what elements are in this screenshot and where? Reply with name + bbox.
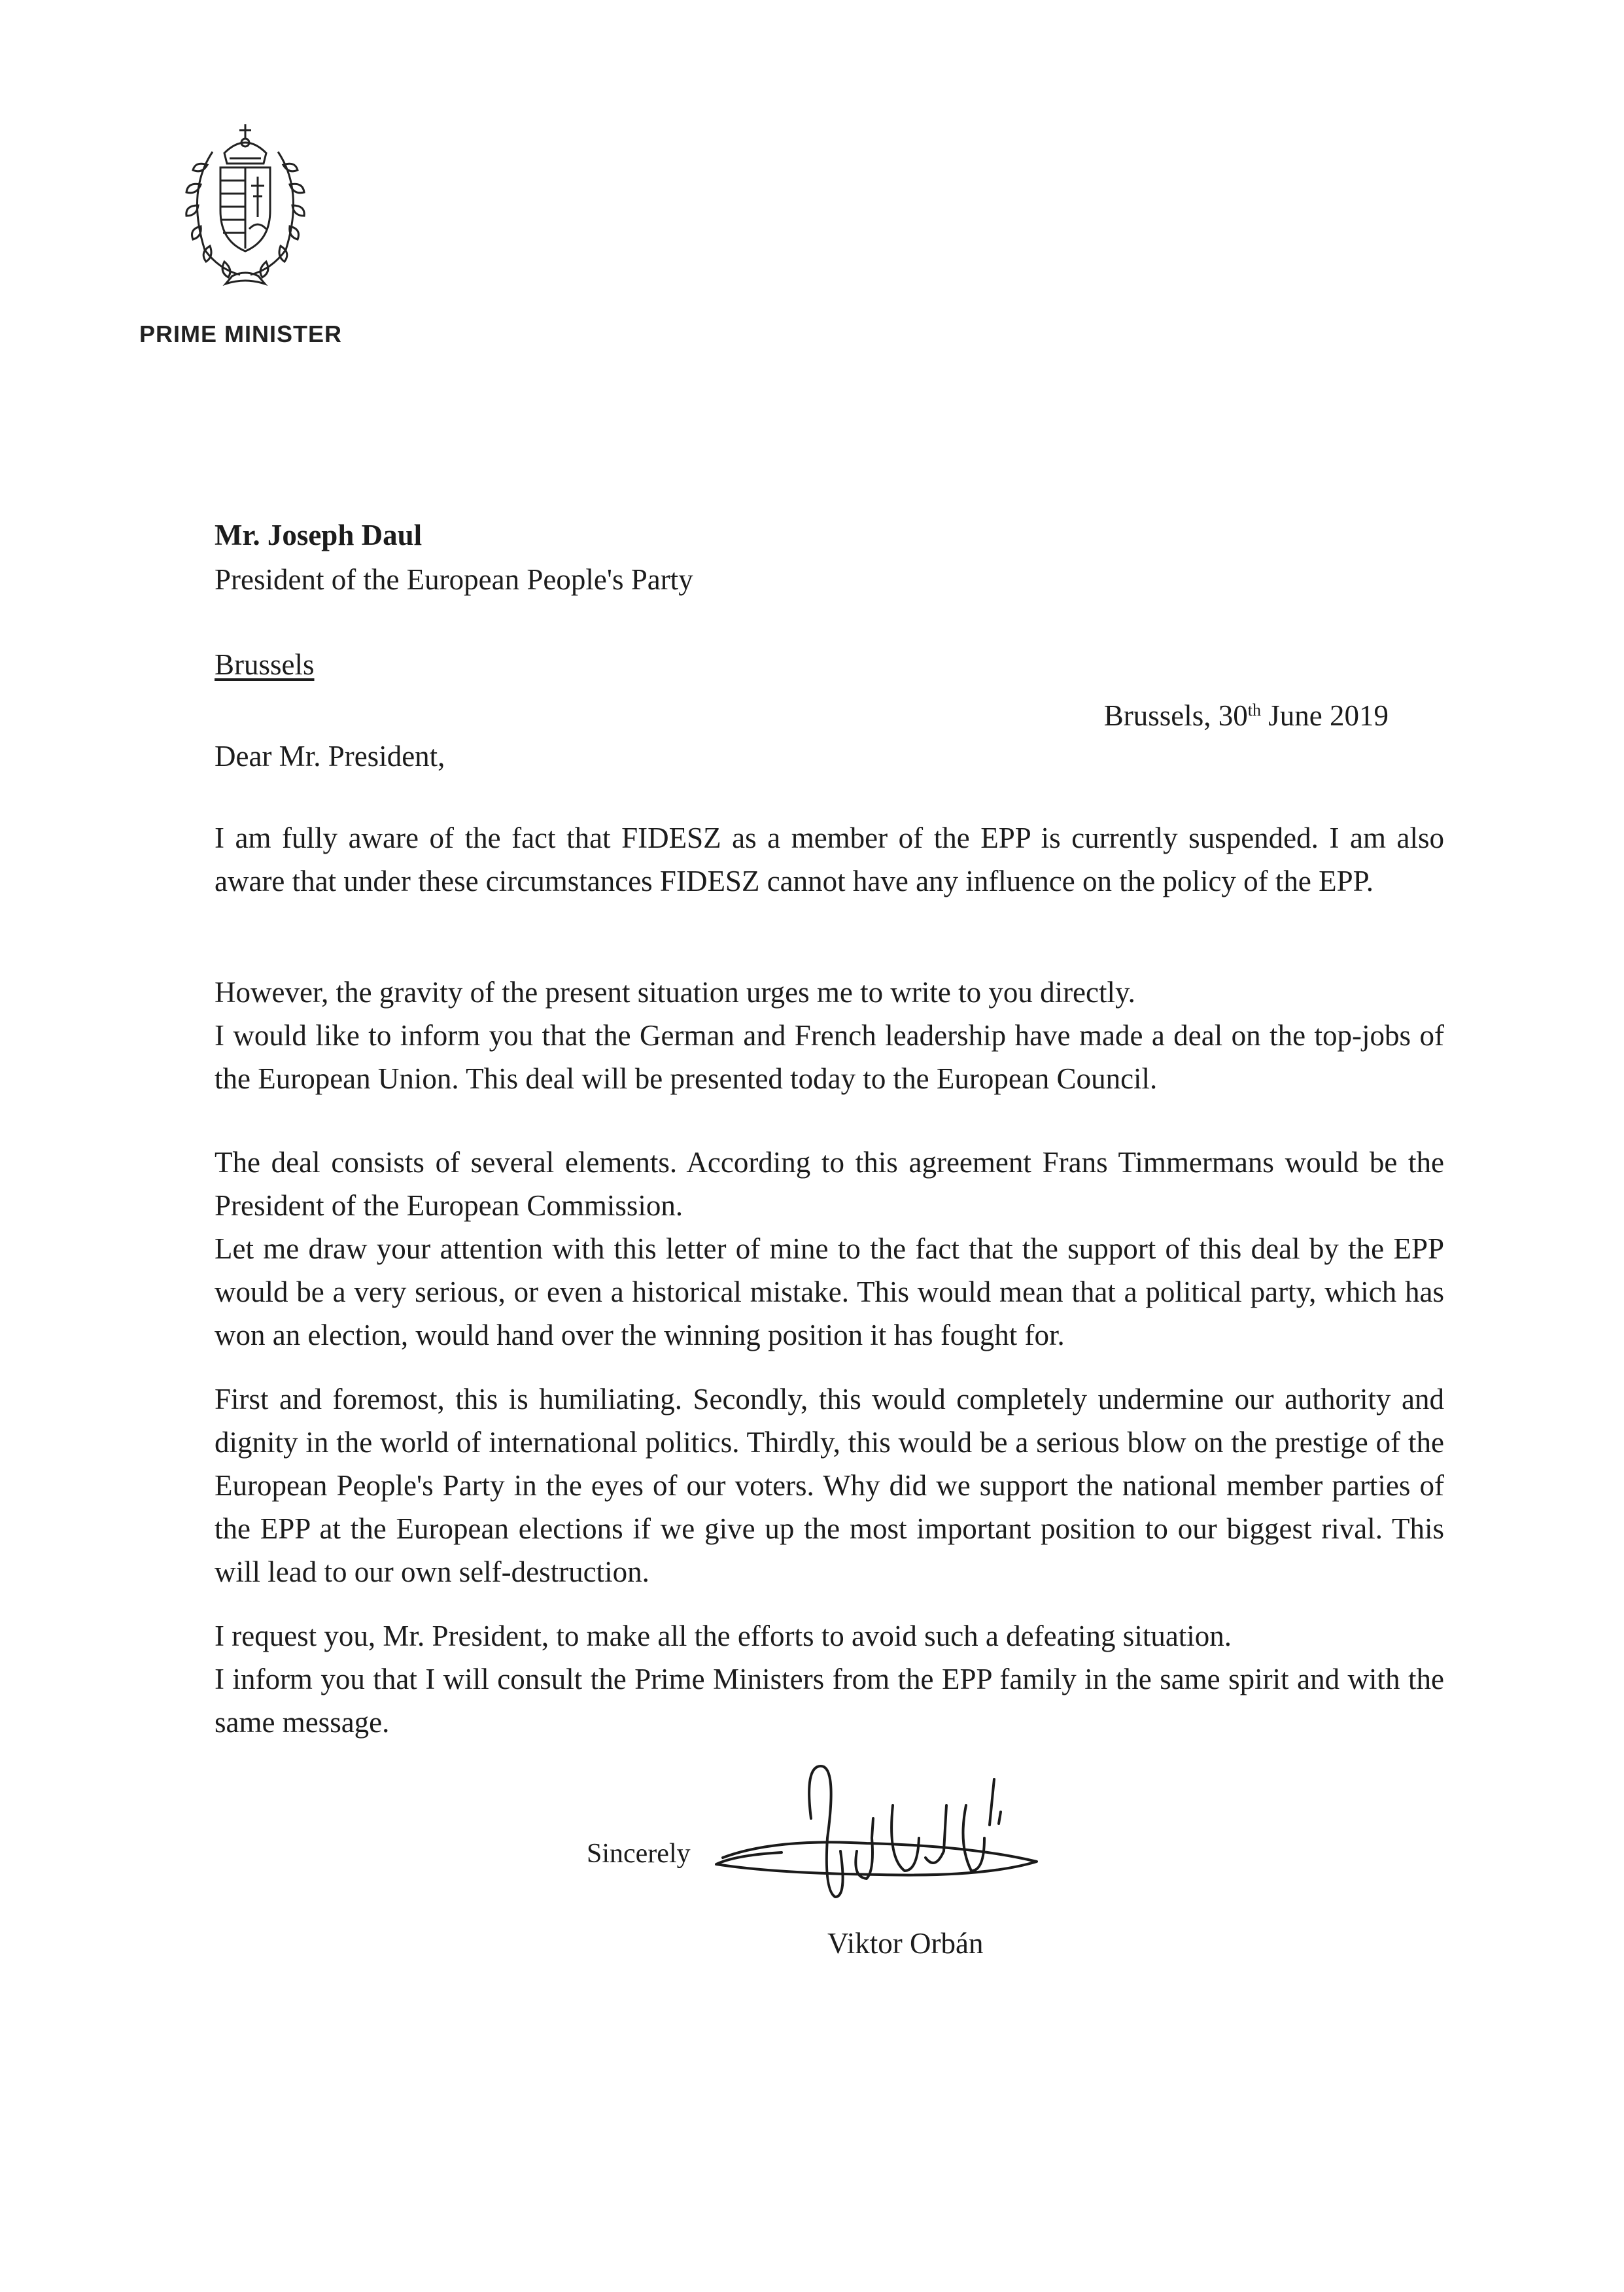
recipient-city: Brussels: [215, 648, 315, 681]
paragraph-block: [215, 1141, 1444, 1357]
paragraph-block: [215, 971, 1444, 1100]
paragraph: The deal consists of several elements. According to this agreement Frans Timmermans would be the President of the European Commission.: [215, 1146, 1444, 1222]
letter-date: [1104, 699, 1389, 733]
date-rest: June 2019: [1261, 699, 1389, 732]
paragraph-block: [215, 1614, 1444, 1744]
signer-name: Viktor Orbán: [827, 1927, 984, 1960]
paragraph: Let me draw your attention with this letter of mine to the fact that the support of this deal by the EPP would be a very serious, or even a historical mistake. This would mean that a political party, which has won an election, would hand over the winning position it has fought for.: [215, 1232, 1444, 1351]
paragraph: I am fully aware of the fact that FIDESZ as a member of the EPP is currently suspended. I am also aware that under these circumstances FIDESZ cannot have any influence on the policy of the EPP.: [215, 822, 1444, 897]
paragraph: I inform you that I will consult the Prime Ministers from the EPP family in the same spirit and with the same message.: [215, 1663, 1444, 1739]
recipient-name: Mr. Joseph Daul: [215, 519, 423, 551]
paragraph-block: [215, 1378, 1444, 1593]
paragraph-block: [215, 816, 1444, 903]
handwritten-signature-icon: [697, 1740, 1063, 1936]
paragraph: I would like to inform you that the German and French leadership have made a deal on the top-jobs of the European Union. This deal will be presented today to the European Council.: [215, 1019, 1444, 1095]
paragraph: I request you, Mr. President, to make all the efforts to avoid such a defeating situation.: [215, 1620, 1232, 1652]
paragraph: However, the gravity of the present situation urges me to write to you directly.: [215, 976, 1135, 1009]
date-place: Brussels, 30: [1103, 699, 1248, 732]
coat-of-arms-icon: [167, 113, 324, 286]
closing: Sincerely: [587, 1839, 691, 1869]
paragraph: First and foremost, this is humiliating. Secondly, this would completely undermine our authority and dignity in the world of international politics. Thirdly, this would be a serious blow on the prestige of the European People's Party in the eyes of our voters. Why did we support the national member parties of the EPP at the European elections if we give up the most important position to our biggest rival. This will lead to our own self-destruction.: [215, 1383, 1444, 1588]
recipient-title: President of the European People's Party: [215, 563, 693, 596]
date-ordinal: th: [1247, 701, 1261, 720]
letterhead-office: PRIME MINISTER: [139, 321, 343, 347]
salutation: Dear Mr. President,: [215, 740, 445, 773]
